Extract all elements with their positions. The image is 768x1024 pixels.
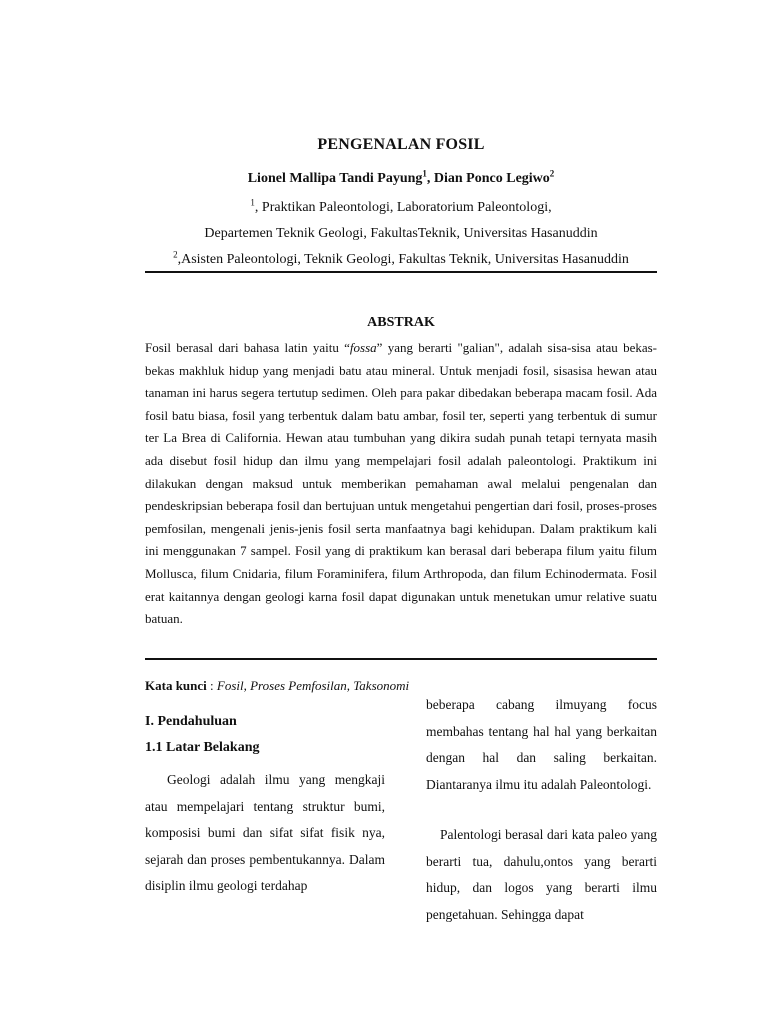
keywords-separator: : [206, 678, 217, 693]
affiliation-2-mark: 2 [173, 249, 178, 260]
author-2-affiliation-mark: 2 [549, 168, 555, 179]
abstract-heading: ABSTRAK [367, 315, 435, 330]
affiliation-2-text: ,Asisten Paleontologi, Teknik Geologi, Fakultas Teknik, Universitas Hasanuddin [177, 252, 629, 267]
left-column-paragraph: Geologi adalah ilmu yang mengkaji atau mempelajari tentang struktur bumi, komposisi bumi dan sifat sifat fisik nya, sejarah dan proses pembentukannya. Dalam disiplin ilmu geologi terdahap [145, 772, 385, 894]
affiliation-2 [145, 249, 657, 268]
author-line [145, 168, 657, 187]
right-column-paragraph-1: beberapa cabang ilmuyang focus membahas tentang hal hal yang berkaitan dengan hal dan saling berkaitan. Diantaranya ilmu itu adalah Paleontologi. [426, 697, 657, 792]
section-heading: I. Pendahuluan [145, 714, 237, 729]
keywords-values: Fosil, Proses Pemfosilan, Taksonomi [216, 678, 410, 693]
keywords-line [145, 678, 409, 694]
paper-title: PENGENALAN FOSIL [317, 136, 485, 153]
affiliation-1-text: , Praktikan Paleontologi, Laboratorium Paleontologi, [254, 200, 552, 215]
affiliation-1-line-2: Departemen Teknik Geologi, FakultasTeknik, Universitas Hasanuddin [204, 226, 598, 241]
author-2: Dian Ponco Legiwo [433, 171, 550, 186]
affiliation-1-mark: 1 [250, 197, 255, 208]
abstract-divider [145, 658, 657, 660]
abstract-text [145, 337, 657, 631]
abstract-italic-term: fossa [349, 340, 377, 355]
header-divider [145, 271, 657, 273]
abstract-text-rest: ” yang berarti "galian", adalah sisa-sisa atau bekas-bekas makhluk hidup yang menjadi batu atau mineral. Untuk menjadi fosil, sisasisa hewan atau tanaman ini harus segera tertutup sedimen. Oleh para pakar dibedakan beberapa macam fosil. Ada fosil batu biasa, fosil yang terbentuk dalam batu ambar, fosil ter, seperti yang terbentuk di sumur ter La Brea di California. Hewan atau tumbuhan yang dikira sudah punah tetapi ternyata masih ada disebut fosil hidup dan ilmu yang mempelajari fosil adalah paleontologi. Praktikum ini dilakukan dengan maksud untuk memberikan pemahaman awal melalui pengenalan dan pendeskripsian beberapa fosil dan bertujuan untuk mengetahui pengertian dari fosil, proses-proses pemfosilan, mengenali jenis-jenis fosil serta manfaatnya bagi kehidupan. Dalam praktikum kali ini menggunakan 7 sampel. Fosil yang di praktikum kan berasal dari beberapa filum yaitu filum Mollusca, filum Cnidaria, filum Foraminifera, filum Arthropoda, dan filum Echinodermata. Fosil erat kaitannya dengan geologi karna fosil dapat digunakan untuk menetukan umur relative suatu batuan. [145, 340, 657, 627]
subsection-heading: 1.1 Latar Belakang [145, 740, 260, 755]
author-1: Lionel Mallipa Tandi Payung [247, 171, 423, 186]
author-1-affiliation-mark: 1 [422, 168, 427, 179]
author-separator: , [426, 171, 434, 186]
keywords-label: Kata kunci [145, 678, 207, 693]
right-column-paragraph-2: Palentologi berasal dari kata paleo yang berarti tua, dahulu,ontos yang berarti hidup, dan logos yang berarti ilmu pengetahuan. Sehingga dapat [426, 827, 657, 922]
affiliation-1 [145, 197, 657, 216]
abstract-text-start: Fosil berasal dari bahasa latin yaitu “ [145, 340, 350, 355]
